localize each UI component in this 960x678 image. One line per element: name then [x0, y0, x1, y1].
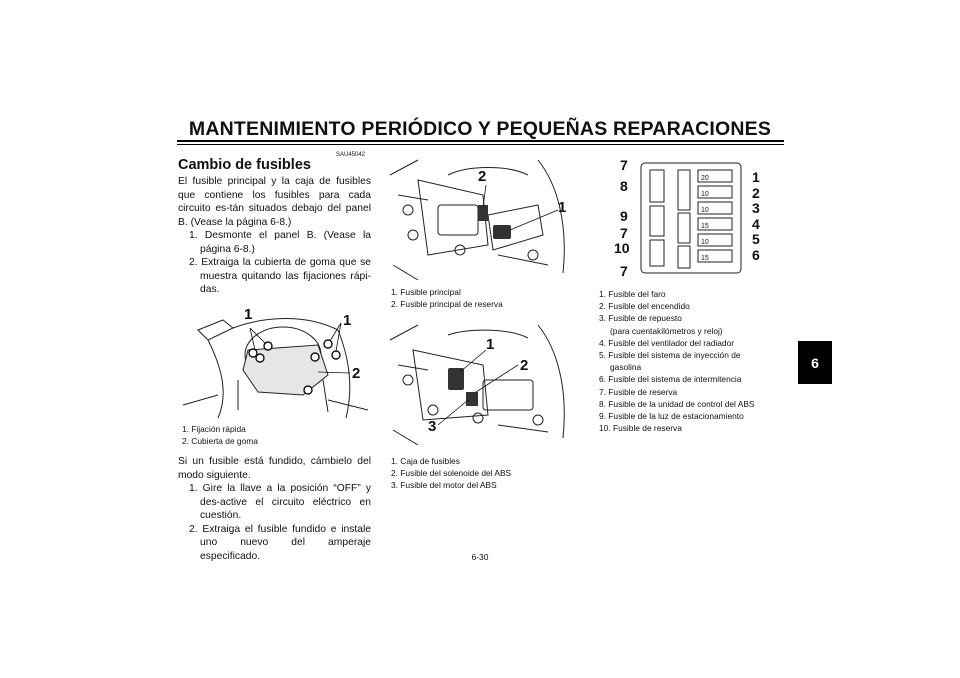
fig4-callout: 3 — [752, 200, 760, 216]
caption-line: 1. Fusible del faro — [599, 289, 666, 299]
fig4-callout: 9 — [620, 208, 628, 224]
caption-line: 9. Fusible de la luz de estacionamiento — [599, 411, 744, 422]
step-item: 2. Extraiga el fusible fundido e instale uno nuevo del amperaje especificado. — [189, 523, 371, 562]
section-title: Cambio de fusibles — [178, 157, 311, 173]
fig2-caption — [391, 286, 503, 310]
fig3-callout: 1 — [486, 336, 495, 353]
fig3-callout: 3 — [428, 418, 437, 435]
caption-line: 5. Fusible del sistema de inyección de — [599, 350, 741, 361]
fig4-callout: 10 — [614, 240, 630, 256]
fig4-callout: 8 — [620, 178, 628, 194]
figure-abs-fuses — [388, 320, 574, 445]
fig1-callout: 1 — [244, 306, 253, 323]
caption-line: 2. Cubierta de goma — [182, 436, 258, 447]
fig4-callout: 4 — [752, 215, 760, 232]
caption-line: 10. Fusible de reserva — [599, 423, 682, 434]
fig4-callout: 1 — [752, 169, 760, 185]
fig3-caption — [391, 455, 511, 492]
caption-line: 2. Fusible del encendido — [599, 301, 690, 312]
fig1-caption — [182, 423, 258, 447]
caption-line: 3. Fusible de repuesto — [599, 313, 682, 324]
fig4-caption — [599, 288, 755, 434]
header-rule-thin — [177, 144, 784, 145]
chapter-tab: 6 — [798, 341, 832, 384]
caption-line: 8. Fusible de la unidad de control del ABS — [599, 398, 755, 409]
fig4-callout: 6 — [752, 246, 760, 263]
caption-line: 1. Fusible principal — [391, 287, 461, 297]
fuse-ratings — [701, 171, 709, 267]
caption-line: 3. Fusible del motor del ABS — [391, 480, 497, 491]
section-code: SAU45042 — [336, 152, 366, 158]
header-rule — [177, 140, 784, 142]
caption-line: 1. Caja de fusibles — [391, 456, 460, 466]
fig4-callout: 5 — [752, 231, 760, 247]
fig4-callout: 7 — [620, 225, 628, 241]
step-item: 1. Gire la llave a la posición “OFF” y des-active el circuito eléctrico en cuestión. — [189, 483, 371, 522]
caption-line: 1. Fijación rápida — [182, 424, 246, 434]
step-item: 2. Extraiga la cubierta de goma que se muestra quitando las fijaciones rápi-das. — [189, 257, 371, 296]
caption-line: 7. Fusible de reserva — [599, 386, 678, 397]
fig1-callout: 1 — [343, 312, 352, 329]
caption-line: 6. Fusible del sistema de intermitencia — [599, 374, 742, 385]
figure-fuse-box — [636, 158, 746, 278]
fuse-rating: 20 — [701, 175, 709, 182]
caption-line: gasolina — [610, 362, 642, 373]
fig1-callout: 2 — [352, 365, 361, 382]
fuse-rating: 10 — [701, 207, 709, 214]
caption-line: 2. Fusible principal de reserva — [391, 299, 503, 310]
page-header-title: MANTENIMIENTO PERIÓDICO Y PEQUEÑAS REPARACIONES — [188, 118, 772, 140]
fig4-callout: 7 — [620, 263, 628, 279]
page-number: 6-30 — [471, 552, 489, 562]
fuse-rating: 15 — [701, 255, 709, 262]
fig3-callout: 2 — [520, 357, 529, 374]
fuse-rating: 10 — [701, 191, 709, 198]
fig2-callout: 1 — [558, 199, 567, 216]
outro-paragraph: Si un fusible está fundido, cámbielo del modo siguiente. — [178, 456, 371, 481]
caption-line: 2. Fusible del solenoide del ABS — [391, 468, 512, 479]
steps-list-1 — [189, 229, 371, 297]
fuse-rating: 10 — [701, 239, 709, 246]
caption-line: 4. Fusible del ventilador del radiador — [599, 337, 735, 348]
caption-line: (para cuentakilómetros y reloj) — [610, 325, 723, 336]
fuse-rating: 15 — [701, 223, 709, 230]
intro-paragraph: El fusible principal y la caja de fusibles que contiene los fusibles para cada circuito es-tán situados debajo del panel B. (Vease la página 6-8.) — [178, 176, 371, 228]
fig4-right-callouts — [752, 170, 760, 263]
fig2-callout: 2 — [478, 168, 487, 185]
step-item: 1. Desmonte el panel B. (Vease la página 6-8.) — [189, 230, 371, 255]
fig4-callout: 7 — [620, 157, 628, 173]
fig4-callout: 2 — [752, 184, 760, 201]
